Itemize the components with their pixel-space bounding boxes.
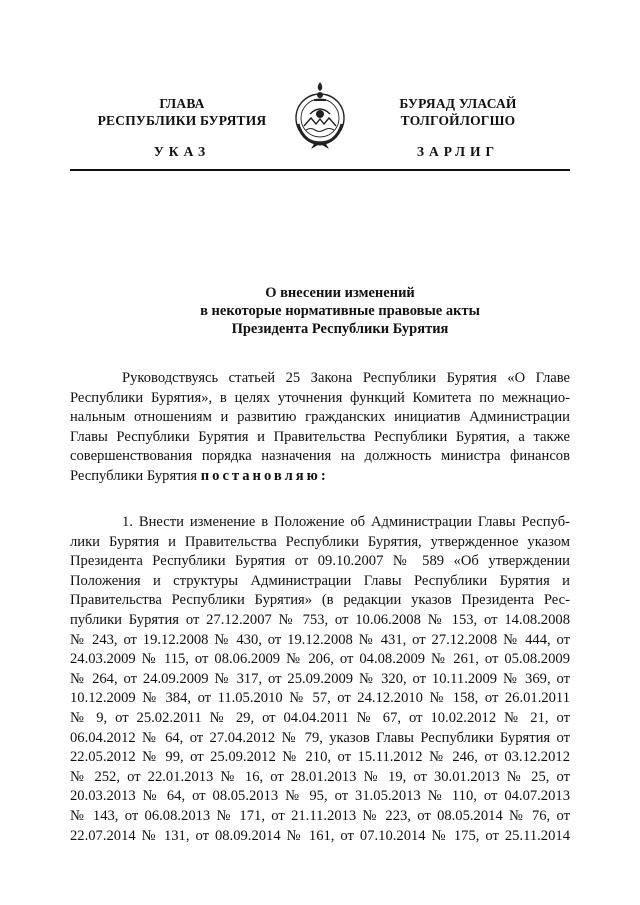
text-line: Президента Республики Бурятия от 09.10.2007 № 589 «Об утверждении bbox=[70, 553, 570, 570]
text-line: лики Бурятия и Правительства Республики Бурятия, утвержденное указом bbox=[70, 533, 570, 550]
text-line: 22.07.2014 № 131, от 08.09.2014 № 161, от 07.10.2014 № 175, от 25.11.2014 bbox=[70, 827, 570, 844]
text-line: публики Бурятия от 27.12.2007 № 753, от 10.06.2008 № 153, от 14.08.2008 bbox=[70, 611, 570, 628]
text-line: № 143, от 06.08.2013 № 171, от 21.11.2013 № 223, от 08.05.2014 № 76, от bbox=[70, 807, 570, 824]
header-right-line1: БУРЯАД УЛАСАЙ bbox=[399, 96, 517, 111]
text-line-last bbox=[70, 467, 570, 487]
text-line-prefix: Республики Бурятия bbox=[70, 467, 201, 484]
text-line: 24.03.2009 № 115, от 08.06.2009 № 206, от 04.08.2009 № 261, от 05.08.2009 bbox=[70, 651, 570, 668]
title-line2: в некоторые нормативные правовые акты bbox=[200, 303, 480, 319]
header-left-decree-word: УКАЗ bbox=[153, 144, 211, 159]
header-right-decree-word: ЗАРЛИГ bbox=[416, 144, 500, 159]
text-line: 06.04.2012 № 64, от 27.04.2012 № 79, указов Главы Республики Бурятия от bbox=[70, 729, 570, 746]
header-left-line2: РЕСПУБЛИКИ БУРЯТИЯ bbox=[97, 113, 267, 128]
text-line: Республики Бурятия», в целях уточнения функций Комитета по межнацио- bbox=[70, 389, 570, 406]
title-line3: Президента Республики Бурятия bbox=[231, 321, 449, 337]
text-line: № 243, от 19.12.2008 № 430, от 19.12.2008 № 431, от 27.12.2008 № 444, от bbox=[70, 631, 570, 648]
text-line: 22.05.2012 № 99, от 25.09.2012 № 210, от 15.11.2012 № 246, от 03.12.2012 bbox=[70, 749, 570, 766]
header-left-line1: ГЛАВА bbox=[159, 96, 205, 111]
header-divider bbox=[70, 169, 570, 171]
text-line: нальным отношениям и развитию гражданских инициатив Администрации bbox=[70, 409, 570, 426]
document-title bbox=[70, 284, 610, 338]
decree-keyword: постановляю: bbox=[200, 467, 329, 484]
preamble-paragraph bbox=[70, 369, 570, 487]
header-left bbox=[82, 95, 282, 129]
text-line: Правительства Республики Бурятия» (в редакции указов Президента Рес- bbox=[70, 592, 570, 609]
text-line: № 264, от 24.09.2009 № 317, от 25.09.2009 № 320, от 10.11.2009 № 369, от bbox=[70, 670, 570, 687]
text-line: № 9, от 25.02.2011 № 29, от 04.04.2011 № 67, от 10.02.2012 № 21, от bbox=[70, 709, 570, 726]
text-line: № 252, от 22.01.2013 № 16, от 28.01.2013 № 19, от 30.01.2013 № 25, от bbox=[70, 768, 570, 785]
text-line: Руководствуясь статьей 25 Закона Республики Бурятия «О Главе bbox=[122, 370, 570, 386]
header-right bbox=[358, 95, 558, 129]
text-line: Главы Республики Бурятия и Правительства Республики Бурятия, а также bbox=[70, 428, 570, 445]
text-line: Положения и структуры Администрации Главы Республики Бурятия и bbox=[70, 572, 570, 589]
header-right-line2: ТОЛГОЙЛОГШО bbox=[400, 113, 516, 128]
text-line: 20.03.2013 № 64, от 08.05.2013 № 95, от 31.05.2013 № 110, от 04.07.2013 bbox=[70, 788, 570, 805]
text-line: 10.12.2009 № 384, от 11.05.2010 № 57, от 24.12.2010 № 158, от 26.01.2011 bbox=[70, 690, 570, 707]
coat-of-arms-icon bbox=[293, 78, 347, 150]
clause-1-paragraph bbox=[70, 513, 570, 846]
text-line: 1. Внести изменение в Положение об Администрации Главы Респуб- bbox=[122, 514, 570, 530]
text-line: совершенствования порядка назначения на должность министра финансов bbox=[70, 448, 570, 465]
title-line1: О внесении изменений bbox=[265, 285, 415, 301]
